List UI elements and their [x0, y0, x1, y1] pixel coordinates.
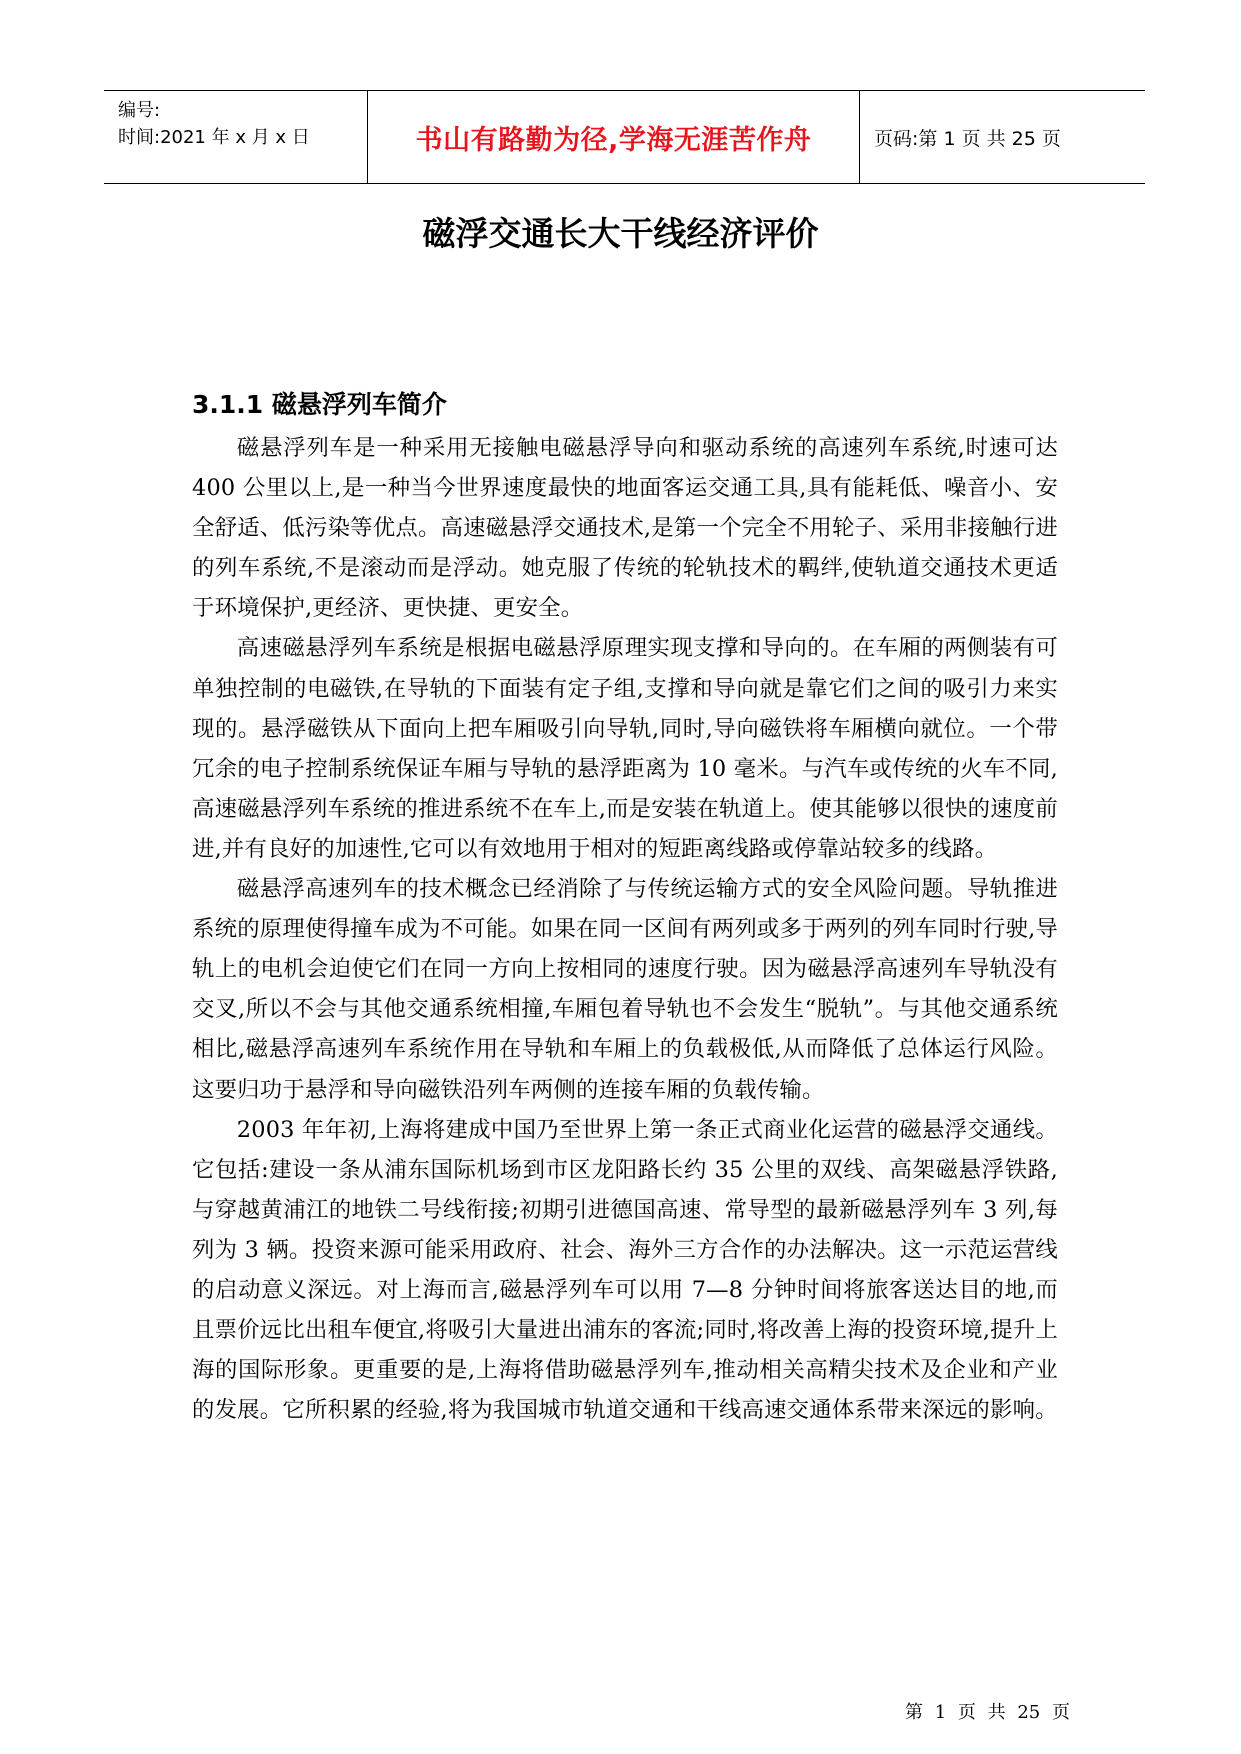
page-footer: 第 1 页 共 25 页 [905, 1702, 1070, 1723]
paragraph-1: 磁悬浮列车是一种采用无接触电磁悬浮导向和驱动系统的高速列车系统,时速可达 400 公里以上,是一种当今世界速度最快的地面客运交通工具,具有能耗低、噪音小、安全舒适、低污染等优点。高速磁悬浮交通技术,是第一个完全不用轮子、采用非接触行进的列车系统,不是滚动而是浮动。她克服了传统的轮轨技术的羁绊,使轨道交通技术更适于环境保护,更经济、更快捷、更安全。 [192, 435, 1058, 622]
paragraph-3: 磁悬浮高速列车的技术概念已经消除了与传统运输方式的安全风险问题。导轨推进系统的原理使得撞车成为不可能。如果在同一区间有两列或多于两列的列车同时行驶,导轨上的电机会迫使它们在同一方向上按相同的速度行驶。因为磁悬浮高速列车导轨没有交叉,所以不会与其他交通系统相撞,车厢包着导轨也不会发生“脱轨”。与其他交通系统相比,磁悬浮高速列车系统作用在导轨和车厢上的负载极低,从而降低了总体运行风险。这要归功于悬浮和导向磁铁沿列车两侧的连接车厢的负载传输。 [192, 876, 1058, 1103]
page-header [104, 90, 1145, 184]
paragraph-2: 高速磁悬浮列车系统是根据电磁悬浮原理实现支撑和导向的。在车厢的两侧装有可单独控制的电磁铁,在导轨的下面装有定子组,支撑和导向就是靠它们之间的吸引力来实现的。悬浮磁铁从下面向上把车厢吸引向导轨,同时,导向磁铁将车厢横向就位。一个带冗余的电子控制系统保证车厢与导轨的悬浮距离为 10 毫米。与汽车或传统的火车不同,高速磁悬浮列车系统的推进系统不在车上,而是安装在轨道上。使其能够以很快的速度前进,并有良好的加速性,它可以有效地用于相对的短距离线路或停靠站较多的线路。 [192, 635, 1058, 862]
header-meta [104, 91, 368, 183]
header-motto: 书山有路勤为径,学海无涯苦作舟 [368, 91, 860, 183]
document-title: 磁浮交通长大干线经济评价 [422, 214, 819, 253]
serial-label: 编号: [118, 100, 161, 121]
time-line: 时间:2021 年 x 月 x 日 [118, 127, 310, 148]
section-title: 3.1.1 磁悬浮列车简介 [192, 390, 447, 419]
paragraph-4: 2003 年年初,上海将建成中国乃至世界上第一条正式商业化运营的磁悬浮交通线。它包括:建设一条从浦东国际机场到市区龙阳路长约 35 公里的双线、高架磁悬浮铁路,与穿越黄浦江的地铁二号线衔接;初期引进德国高速、常导型的最新磁悬浮列车 3 列,每列为 3 辆。投资来源可能采用政府、社会、海外三方合作的办法解决。这一示范运营线的启动意义深远。对上海而言,磁悬浮列车可以用 7—8 分钟时间将旅客送达目的地,而且票价远比出租车便宜,将吸引大量进出浦东的客流;同时,将改善上海的投资环境,提升上海的国际形象。更重要的是,上海将借助磁悬浮列车,推动相关高精尖技术及企业和产业的发展。它所积累的经验,将为我国城市轨道交通和干线高速交通体系带来深远的影响。 [192, 1116, 1058, 1424]
document-body [192, 428, 1058, 1430]
header-page-info: 页码:第 1 页 共 25 页 [874, 127, 1061, 150]
